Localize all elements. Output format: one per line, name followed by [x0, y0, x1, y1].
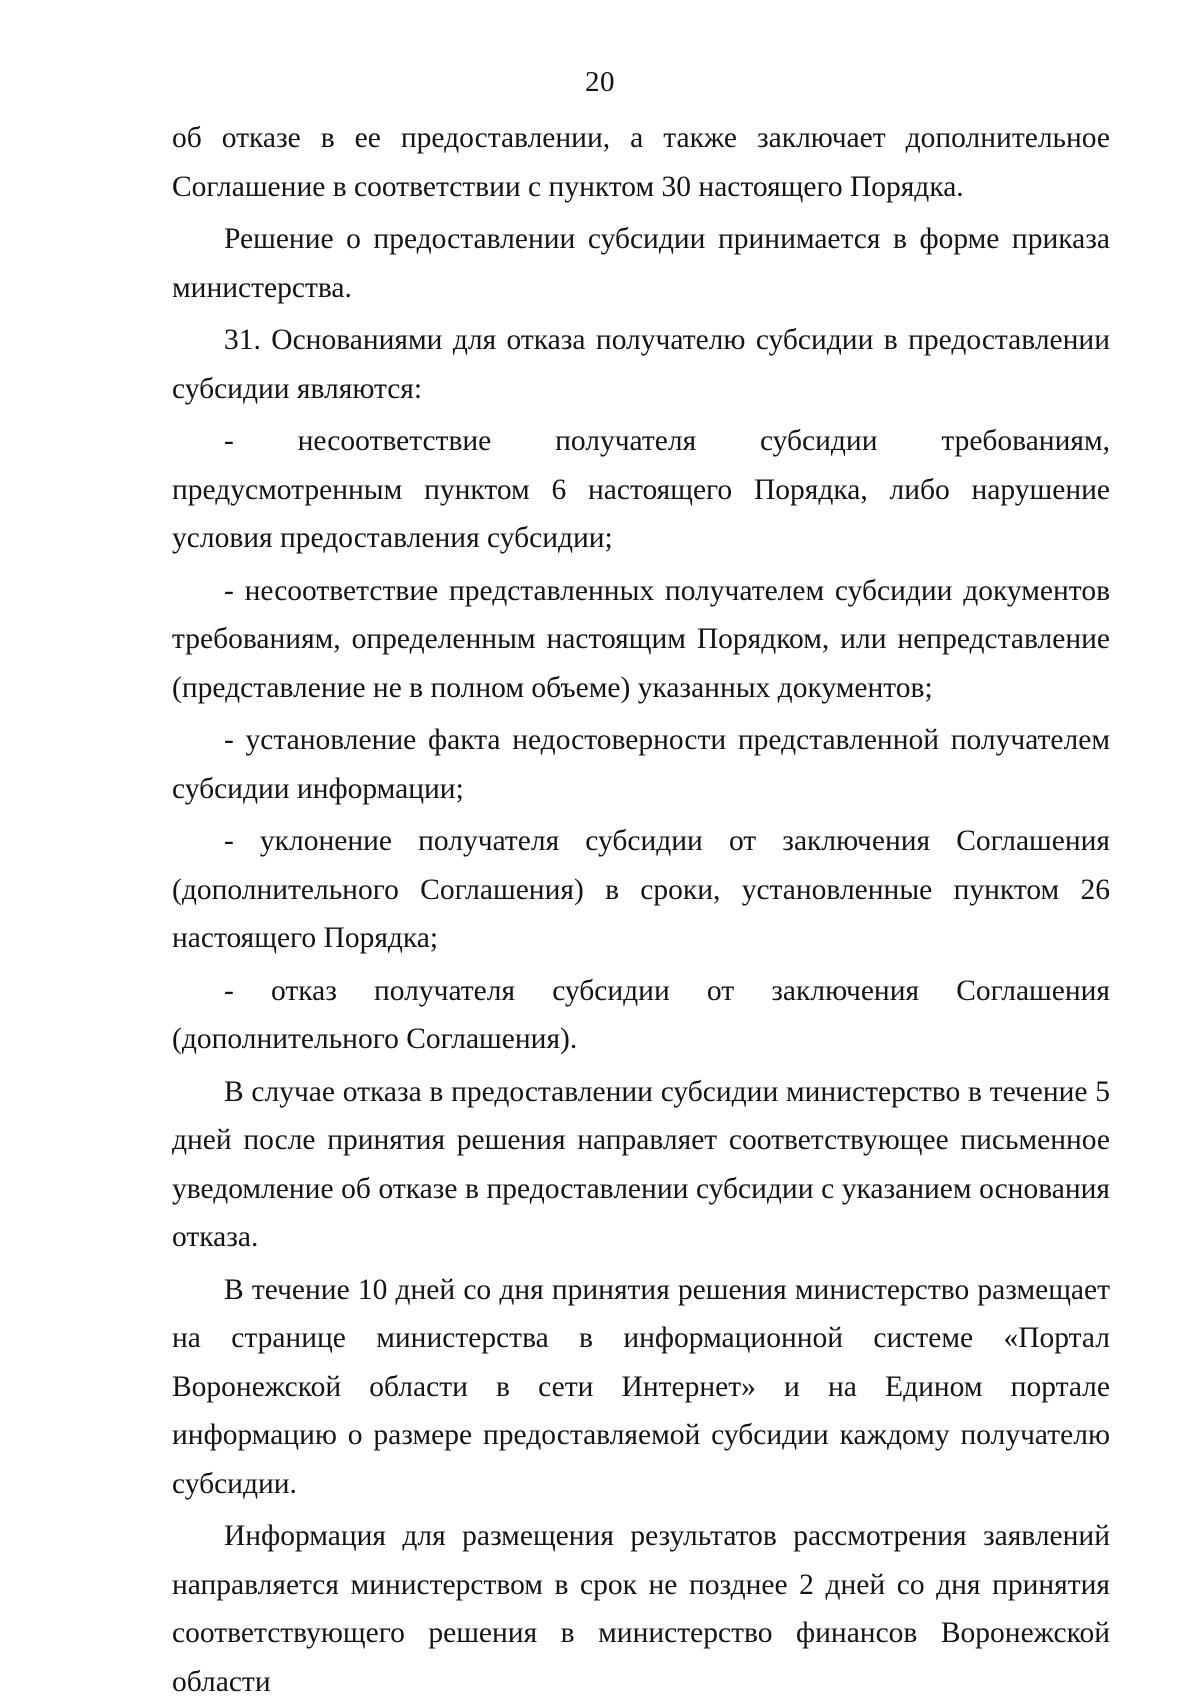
page-number: 20 [585, 66, 615, 98]
list-item-false-information: - установление факта недостоверности представленной получателем субсидии информации; [172, 724, 1110, 805]
paragraph-information-transfer: Информация для размещения результатов рассмотрения заявлений направляется министерством в срок не позднее 2 дней со дня принятия соответствующего решения в министерство финансов Воронежской области [172, 1520, 1110, 1698]
paragraph-decision: Решение о предоставлении субсидии принимается в форме приказа министерства. [172, 223, 1110, 304]
list-item-refusal: - отказ получателя субсидии от заключения Соглашения (дополнительного Соглашения). [172, 974, 1110, 1055]
list-item-noncompliance-recipient: - несоответствие получателя субсидии требованиям, предусмотренным пунктом 6 настоящего Порядка, либо нарушение условия предоставления субсидии; [172, 425, 1110, 554]
list-item-evasion: - уклонение получателя субсидии от заключения Соглашения (дополнительного Соглашения) в сроки, установленные пунктом 26 настоящего Порядка; [172, 825, 1110, 954]
paragraph-notification: В случае отказа в предоставлении субсидии министерство в течение 5 дней после принятия решения направляет соответствующее письменное уведомление об отказе в предоставлении субсидии с указанием основания отказа. [172, 1075, 1110, 1253]
paragraph-refusal-grounds: 31. Основаниями для отказа получателю субсидии в предоставлении субсидии являются: [172, 324, 1110, 405]
paragraph-publication: В течение 10 дней со дня принятия решения министерство размещает на странице министерства в информационной системе «Портал Воронежской области в сети Интернет» и на Едином портале информацию о размере предоставляемой субсидии каждому получателю субсидии. [172, 1273, 1110, 1500]
paragraph-continuation: об отказе в ее предоставлении, а также заключает дополнительное Соглашение в соответствии с пунктом 30 настоящего Порядка. [172, 122, 1110, 203]
document-body [172, 114, 1110, 1706]
list-item-noncompliance-documents: - несоответствие представленных получателем субсидии документов требованиям, определенным настоящим Порядком, или непредставление (представление не в полном объеме) указанных документов; [172, 574, 1110, 704]
